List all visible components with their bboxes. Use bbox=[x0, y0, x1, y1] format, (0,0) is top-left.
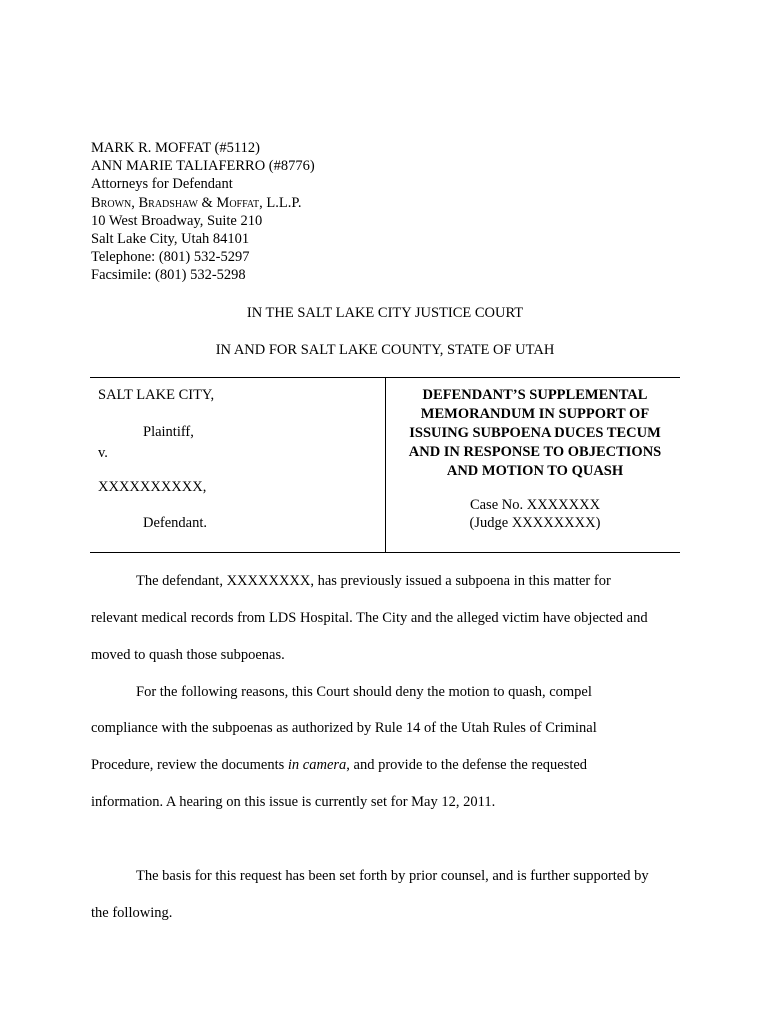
court-name: IN THE SALT LAKE CITY JUSTICE COURT bbox=[246, 305, 524, 321]
title-line: AND MOTION TO QUASH bbox=[446, 463, 624, 479]
plaintiff-role: Plaintiff, bbox=[143, 424, 194, 440]
body-text-line: For the following reasons, this Court should deny the motion to quash, compel bbox=[136, 684, 592, 700]
court-county: IN AND FOR SALT LAKE COUNTY, STATE OF UTAH bbox=[215, 342, 555, 358]
judge: (Judge XXXXXXXX) bbox=[469, 515, 601, 531]
attorney-name-1: MARK R. MOFFAT (#5112) bbox=[91, 140, 260, 156]
body-text-line: The basis for this request has been set forth by prior counsel, and is further supported by bbox=[136, 868, 649, 884]
address-line-1: 10 West Broadway, Suite 210 bbox=[91, 212, 263, 229]
case-number: Case No. XXXXXXX bbox=[469, 497, 601, 513]
body-text-segment: Procedure, review the documents bbox=[91, 757, 288, 773]
title-line: DEFENDANT’S SUPPLEMENTAL bbox=[422, 387, 648, 403]
title-line: MEMORANDUM IN SUPPORT OF bbox=[420, 406, 650, 422]
body-text-line: relevant medical records from LDS Hospital. The City and the alleged victim have objected and bbox=[91, 610, 648, 626]
body-text-line bbox=[91, 757, 587, 774]
telephone: Telephone: (801) 532-5297 bbox=[91, 249, 250, 266]
document-title bbox=[390, 386, 680, 481]
versus: v. bbox=[98, 445, 108, 461]
title-line: ISSUING SUBPOENA DUCES TECUM bbox=[409, 425, 661, 441]
body-text-line: compliance with the subpoenas as authorized by Rule 14 of the Utah Rules of Criminal bbox=[91, 720, 597, 736]
plaintiff-name: SALT LAKE CITY, bbox=[98, 387, 215, 403]
body-text-line: The defendant, XXXXXXXX, has previously issued a subpoena in this matter for bbox=[136, 573, 611, 589]
title-line: AND IN RESPONSE TO OBJECTIONS bbox=[408, 444, 662, 460]
italic-phrase: in camera bbox=[287, 757, 347, 773]
attorney-role: Attorneys for Defendant bbox=[91, 176, 233, 193]
defendant-role: Defendant. bbox=[143, 515, 208, 531]
caption-divider bbox=[385, 378, 386, 552]
body-text-line: moved to quash those subpoenas. bbox=[91, 647, 285, 663]
case-info bbox=[390, 496, 680, 532]
attorney-name-2: ANN MARIE TALIAFERRO (#8776) bbox=[91, 158, 315, 175]
body-text-line: information. A hearing on this issue is currently set for May 12, 2011. bbox=[91, 794, 496, 810]
case-caption bbox=[90, 377, 680, 553]
facsimile: Facsimile: (801) 532-5298 bbox=[91, 267, 246, 284]
body-text-segment: , and provide to the defense the requested bbox=[346, 757, 588, 773]
defendant-name: XXXXXXXXXX, bbox=[98, 479, 207, 495]
law-firm-name: Brown, Bradshaw & Moffat, L.L.P. bbox=[91, 194, 302, 211]
attorney-block bbox=[91, 139, 315, 285]
address-line-2: Salt Lake City, Utah 84101 bbox=[91, 231, 250, 248]
body-text-line: the following. bbox=[91, 905, 173, 921]
